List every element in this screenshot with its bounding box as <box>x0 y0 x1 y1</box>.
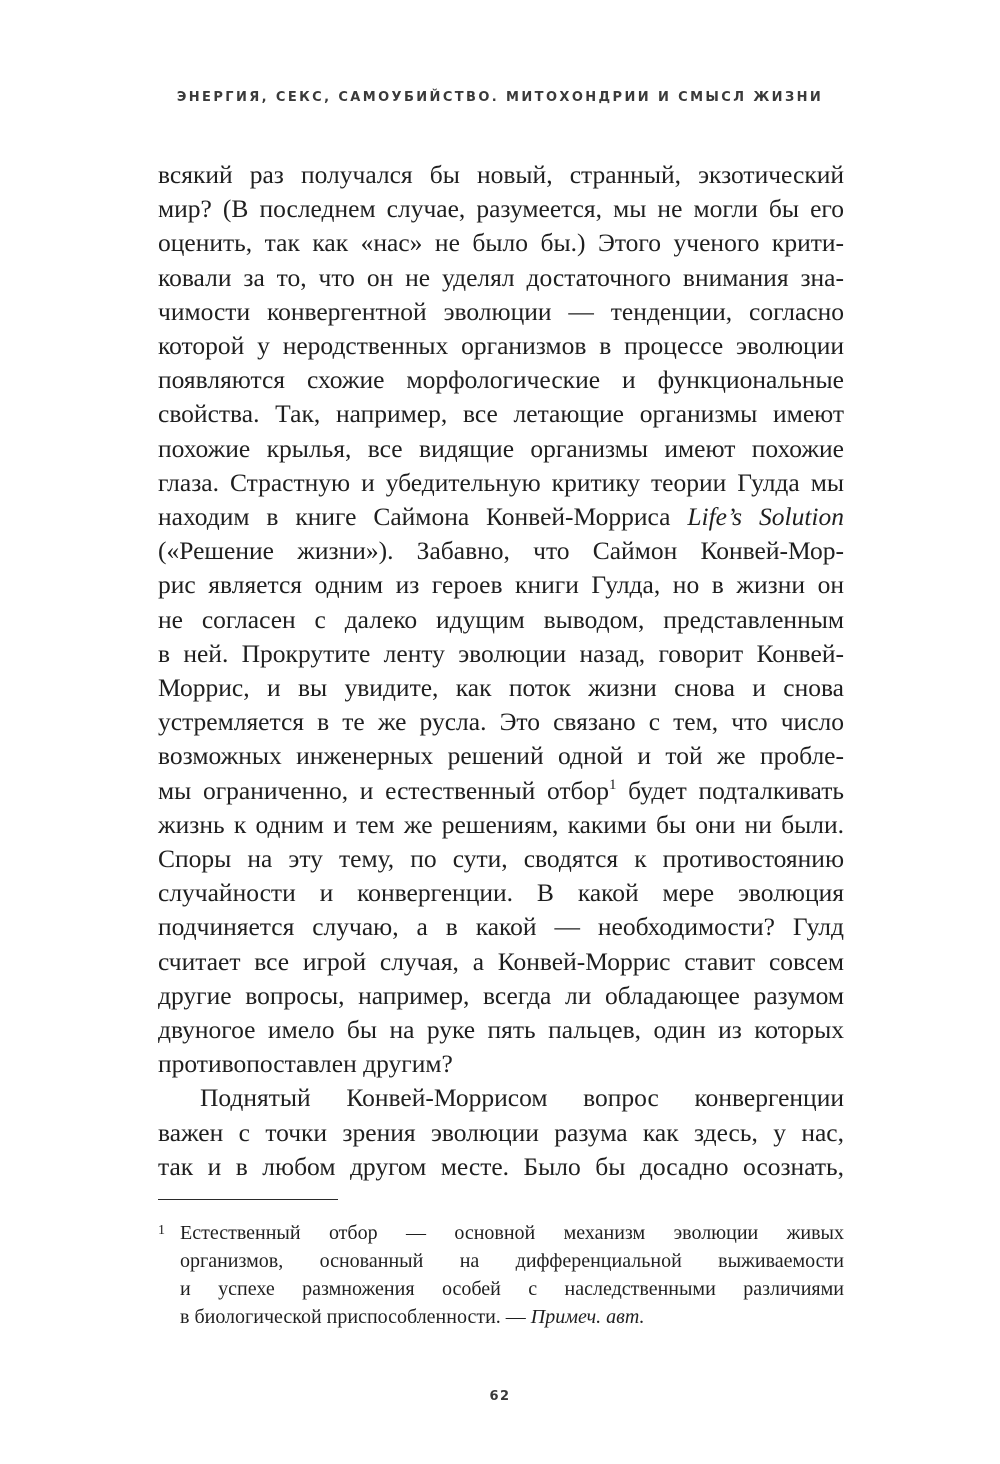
text-segment: находим в книге Саймона Конвей-Морриса <box>158 502 671 532</box>
text-line: Споры на эту тему, по сути, сводятся к противостоянию <box>158 844 844 874</box>
text-line: похожие крылья, все видящие организмы имеют похожие <box>158 433 844 463</box>
footnote-line: организмов, основанный на дифференциальной выживаемости <box>180 1250 844 1272</box>
text-line: ковали за то, что он не уделял достаточного внимания зна- <box>158 262 844 292</box>
text-line: подчиняется случаю, а в какой — необходимости? Гулд <box>158 912 844 942</box>
text-line: глаза. Страстную и убедительную критику теории Гулда мы <box>158 467 844 497</box>
text-line <box>158 500 844 534</box>
footnote-reference[interactable]: 1 <box>608 776 617 793</box>
footnote-line: Естественный отбор — основной механизм эволюции живых <box>180 1222 844 1244</box>
text-line: противопоставлен другим? <box>158 1049 453 1079</box>
text-line: двуногое имело бы на руке пять пальцев, один из которых <box>158 1015 844 1045</box>
text-line: не согласен с далеко идущим выводом, представленным <box>158 604 844 634</box>
text-line: считает все игрой случая, а Конвей-Моррис ставит совсем <box>158 946 844 976</box>
text-line: появляются схожие морфологические и функциональные <box>158 365 844 395</box>
text-line: возможных инженерных решений одной и той же пробле- <box>158 741 844 771</box>
footnote-divider <box>158 1199 338 1200</box>
text-line: чимости конвергентной эволюции — тенденции, согласно <box>158 296 844 326</box>
running-head: ЭНЕРГИЯ, СЕКС, САМОУБИЙСТВО. МИТОХОНДРИИ И СМЫСЛ ЖИЗНИ <box>176 90 824 105</box>
footnote-line: и успехе размножения особей с наследственными различиями <box>180 1278 844 1300</box>
main-text <box>158 158 844 1184</box>
book-title: Life’s Solution <box>687 502 844 532</box>
text-line: другие вопросы, например, всегда ли обладающее разумом <box>158 980 844 1010</box>
footnote-body <box>180 1219 844 1331</box>
text-line: которой у неродственных организмов в процессе эволюции <box>158 331 844 361</box>
text-segment: будет подталкивать <box>616 775 844 805</box>
text-line: свойства. Так, например, все летающие организмы имеют <box>158 399 844 429</box>
text-line: важен с точки зрения эволюции разума как здесь, у нас, <box>158 1117 844 1147</box>
page-number: 62 <box>489 1389 511 1404</box>
text-line: всякий раз получался бы новый, странный, экзотический <box>158 160 844 189</box>
footnote-line <box>180 1303 844 1331</box>
text-line: мир? (В последнем случае, разумеется, мы не могли бы его <box>158 194 844 224</box>
text-line: случайности и конвергенции. В какой мере эволюция <box>158 878 844 908</box>
text-line: в ней. Прокрутите ленту эволюции назад, говорит Конвей- <box>158 638 844 668</box>
text-line: Поднятый Конвей-Моррисом вопрос конвергенции <box>200 1083 844 1113</box>
text-line: рис является одним из героев книги Гулда, но в жизни он <box>158 570 844 600</box>
author-note: Примеч. авт. <box>530 1306 645 1328</box>
text-line: оценить, так как «нас» не было бы.) Этого ученого крити- <box>158 228 844 258</box>
text-line: жизнь к одним и тем же решениям, какими бы они ни были. <box>158 809 844 839</box>
text-line: так и в любом другом месте. Было бы досадно осознать, <box>158 1151 844 1181</box>
text-segment: мы ограниченно, и естественный отбор <box>158 775 609 805</box>
footnote <box>158 1219 844 1331</box>
text-line: устремляется в те же русла. Это связано с тем, что число <box>158 707 844 737</box>
text-line: Моррис, и вы увидите, как поток жизни снова и снова <box>158 673 844 703</box>
text-line: («Решение жизни»). Забавно, что Саймон Конвей-Мор- <box>158 536 844 566</box>
text-line <box>158 774 844 808</box>
text-segment: в биологической приспособленности. — <box>180 1306 531 1328</box>
footnote-number: 1 <box>158 1223 165 1238</box>
